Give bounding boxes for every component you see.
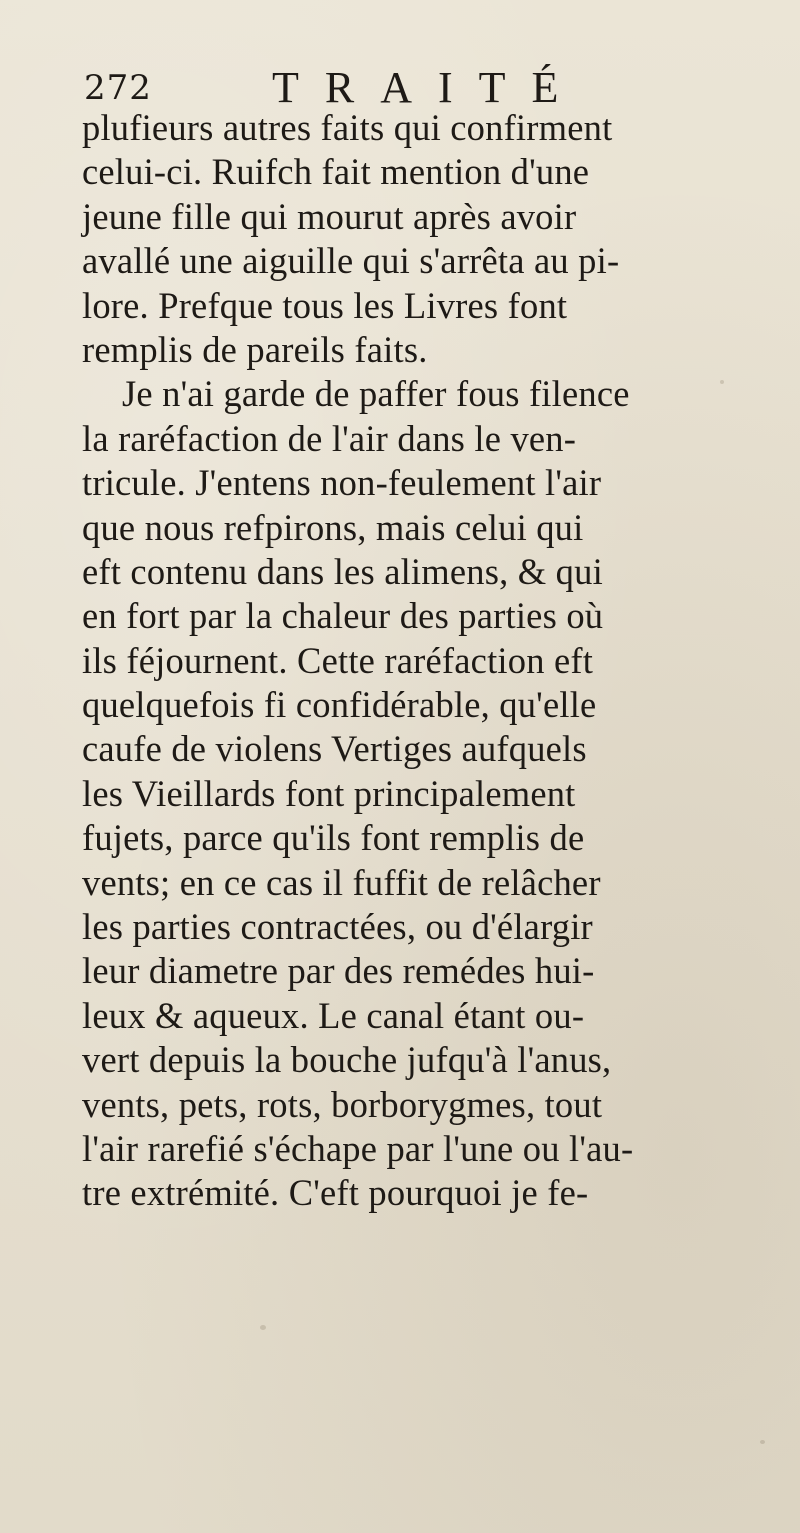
paragraph-start-line: Je n'ai garde de paffer fous filence xyxy=(122,373,630,415)
text-line: fujets, parce qu'ils font remplis de xyxy=(82,817,585,859)
body-text xyxy=(82,106,772,1216)
text-line: lore. Prefque tous les Livres font xyxy=(82,284,568,326)
text-line: vents, pets, rots, borborygmes, tout xyxy=(82,1083,603,1125)
page-header xyxy=(84,62,724,110)
text-line: celui-ci. Ruifch fait mention d'une xyxy=(82,151,590,193)
text-line: leur diametre par des remédes hui- xyxy=(82,950,595,992)
text-line: les parties contractées, ou d'élargir xyxy=(82,906,593,948)
text-line: que nous refpirons, mais celui qui xyxy=(82,506,584,548)
text-line: eft contenu dans les alimens, & qui xyxy=(82,550,603,592)
text-line: vert depuis la bouche jufqu'à l'anus, xyxy=(82,1039,612,1081)
text-line: plufieurs autres faits qui confirment xyxy=(82,107,613,148)
text-line: tricule. J'entens non-feulement l'air xyxy=(82,462,602,504)
text-line: leux & aqueux. Le canal étant ou- xyxy=(82,994,585,1036)
page-number: 272 xyxy=(84,68,152,108)
text-line: tre extrémité. C'eft pourquoi je fe- xyxy=(82,1172,589,1214)
text-line: les Vieillards font principalement xyxy=(82,772,576,814)
text-line: caufe de violens Vertiges aufquels xyxy=(82,728,587,770)
paper-speck xyxy=(260,1325,266,1330)
text-line: avallé une aiguille qui s'arrêta au pi- xyxy=(82,240,620,282)
paper-speck xyxy=(720,380,724,384)
paper-speck xyxy=(760,1440,765,1444)
text-line: remplis de pareils faits. xyxy=(82,328,428,370)
running-title: TRAITÉ xyxy=(272,63,585,112)
text-line: ils féjournent. Cette raréfaction eft xyxy=(82,639,594,681)
text-line: jeune fille qui mourut après avoir xyxy=(82,195,577,237)
text-line: quelquefois fi confidérable, qu'elle xyxy=(82,684,597,726)
text-line: en fort par la chaleur des parties où xyxy=(82,595,604,637)
text-line: vents; en ce cas il fuffit de relâcher xyxy=(82,861,601,903)
text-line: l'air rarefié s'échape par l'une ou l'au- xyxy=(82,1127,634,1169)
text-line: la raréfaction de l'air dans le ven- xyxy=(82,417,577,459)
